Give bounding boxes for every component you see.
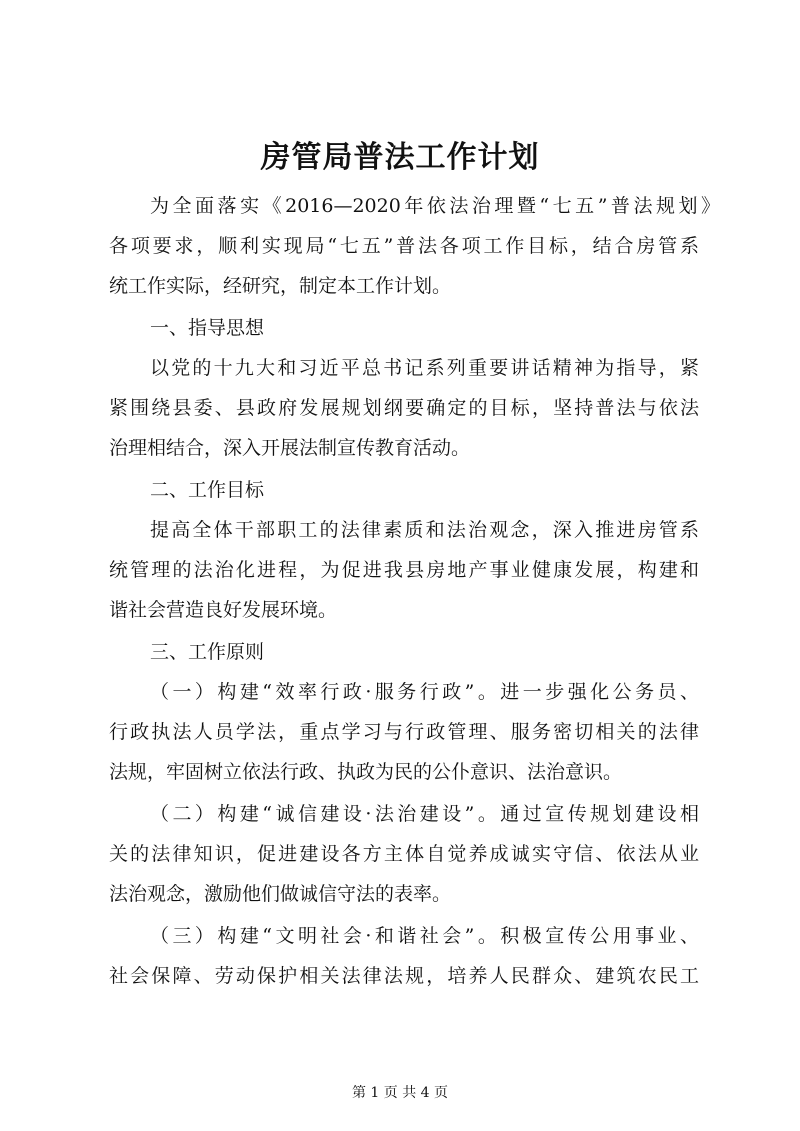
paragraph-line: 谐社会营造良好发展环境。	[109, 599, 338, 621]
paragraph-line: 紧围绕县委、县政府发展规划纲要确定的目标，坚持普法与依法	[109, 397, 699, 419]
paragraph-line: 以党的十九大和习近平总书记系列重要讲话精神为指导，紧	[150, 357, 699, 379]
paragraph-line: 治理相结合，深入开展法制宣传教育活动。	[109, 437, 471, 459]
section-heading: 三、工作原则	[150, 641, 265, 663]
paragraph-line: （二）构建“诚信建设·法治建设”。通过宣传规划建设相	[150, 803, 699, 825]
paragraph-line: 行政执法人员学法，重点学习与行政管理、服务密切相关的法律	[109, 721, 699, 743]
section-heading: 二、工作目标	[150, 479, 265, 501]
section-heading: 一、指导思想	[150, 317, 265, 339]
paragraph-line: （一）构建“效率行政·服务行政”。进一步强化公务员、	[150, 681, 699, 703]
paragraph-line: 统管理的法治化进程，为促进我县房地产事业健康发展，构建和	[109, 559, 699, 581]
page-footer: 第 1 页 共 4 页	[351, 1085, 449, 1101]
paragraph-line: 为全面落实《2016—2020年依法治理暨“七五”普法规划》	[150, 195, 720, 217]
paragraph-line: （三）构建“文明社会·和谐社会”。积极宣传公用事业、	[150, 925, 699, 947]
paragraph-line: 统工作实际，经研究，制定本工作计划。	[109, 275, 452, 297]
paragraph-line: 社会保障、劳动保护相关法律法规，培养人民群众、建筑农民工	[109, 965, 699, 987]
document-title: 房管局普法工作计划	[260, 140, 540, 175]
paragraph-line: 关的法律知识，促进建设各方主体自觉养成诚实守信、依法从业	[109, 843, 699, 865]
paragraph-line: 法治观念，激励他们做诚信守法的表率。	[109, 883, 452, 905]
paragraph-line: 法规，牢固树立依法行政、执政为民的公仆意识、法治意识。	[109, 761, 623, 783]
paragraph-line: 各项要求，顺利实现局“七五”普法各项工作目标，结合房管系	[109, 235, 699, 257]
paragraph-line: 提高全体干部职工的法律素质和法治观念，深入推进房管系	[150, 519, 699, 541]
